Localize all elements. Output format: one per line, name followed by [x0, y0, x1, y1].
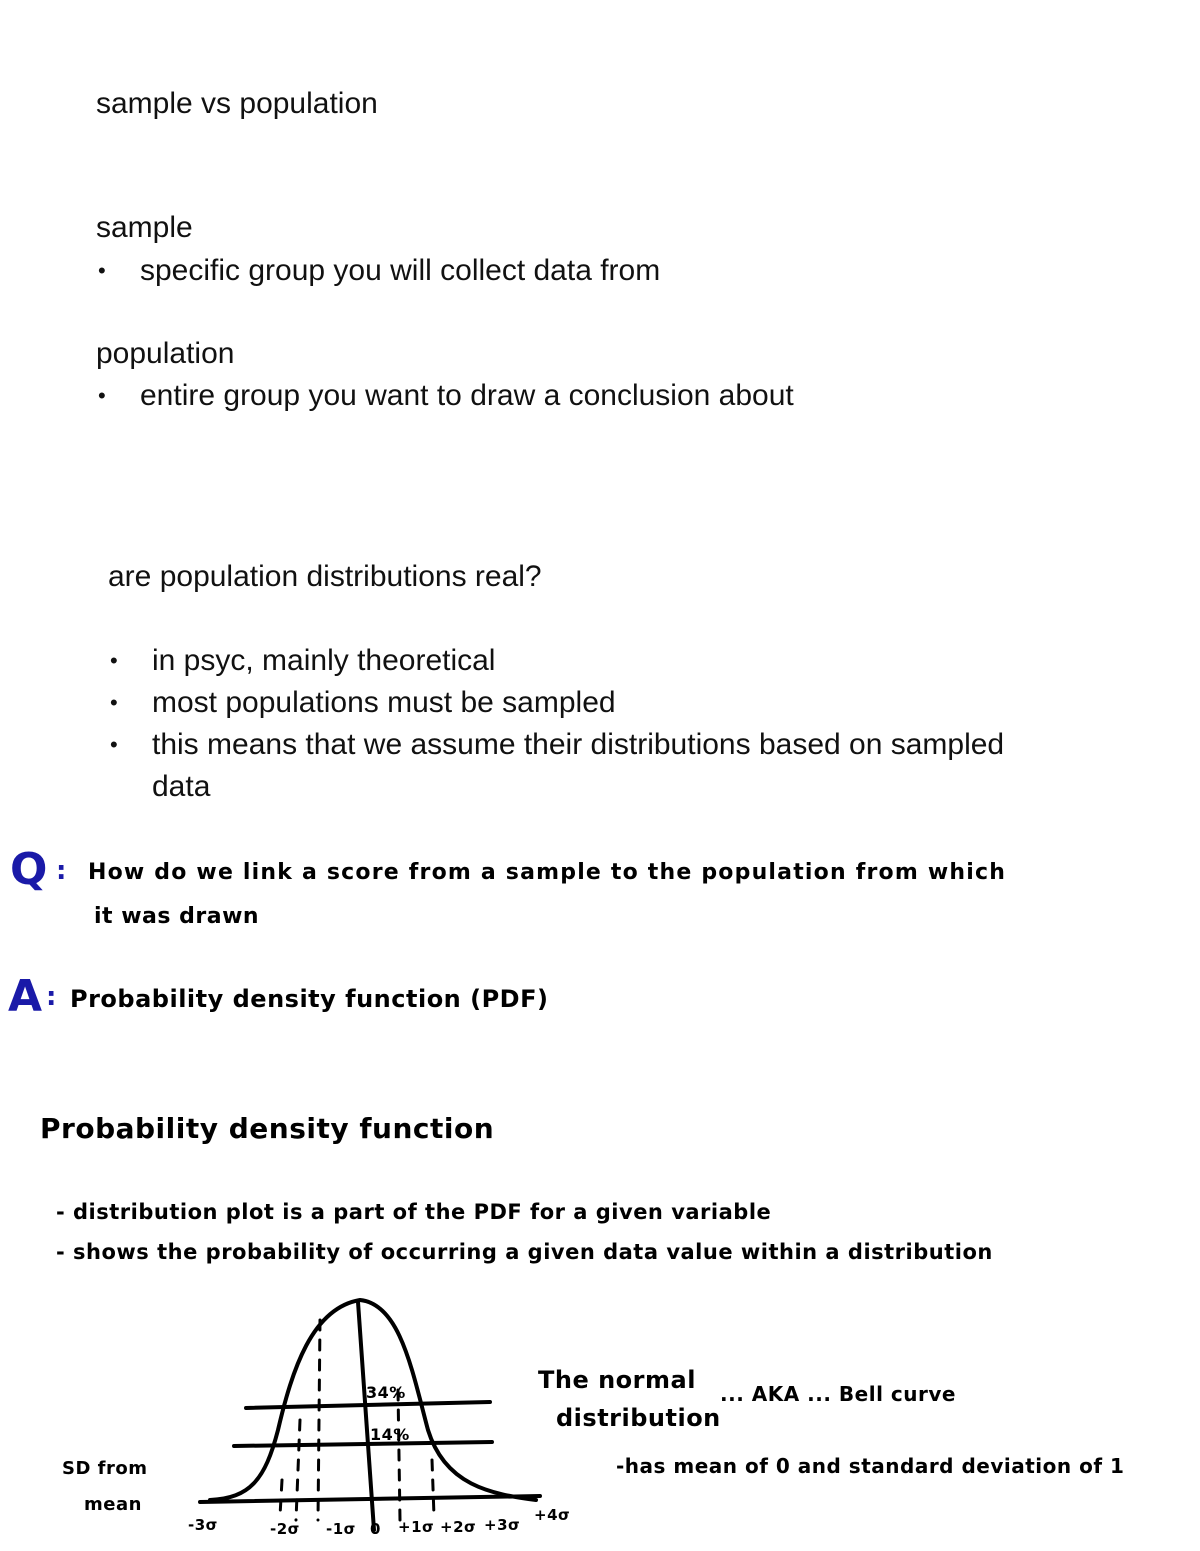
sd-line-minus1: [318, 1320, 320, 1520]
list-item: [96, 375, 794, 417]
sd-line-plus1: [398, 1390, 400, 1520]
question-bullets: [108, 640, 1004, 808]
axis-tick-minus3: -3σ: [188, 1516, 218, 1534]
sample-bullets: [96, 250, 660, 292]
axis-tick-plus1: +1σ: [398, 1518, 435, 1536]
q-letter: Q: [10, 844, 48, 895]
pdf-bullet-1: - distribution plot is a part of the PDF for a given variable: [56, 1200, 772, 1224]
normal-dist-title-2: distribution: [556, 1404, 721, 1432]
axis-tick-plus3: +3σ: [484, 1516, 521, 1534]
sd-line-minus2: [296, 1420, 300, 1520]
mean-line: [358, 1302, 374, 1530]
bullet-glyph: •: [98, 258, 106, 283]
list-item: [108, 640, 1004, 682]
bullet-text: in psyc, mainly theoretical: [152, 644, 496, 677]
bullet-glyph: •: [110, 648, 118, 673]
pdf-heading: Probability density function: [40, 1112, 495, 1145]
label-34-percent: 34%: [366, 1383, 406, 1402]
bullet-text: entire group you want to draw a conclusion about: [140, 379, 794, 412]
bullet-text: data: [152, 770, 211, 803]
a-text: Probability density function (PDF): [70, 985, 549, 1013]
q-text-line1: How do we link a score from a sample to the population from which: [88, 860, 1007, 885]
bullet-glyph: •: [110, 732, 118, 757]
page-heading: sample vs population: [96, 87, 378, 120]
sd-line-minus3: [280, 1480, 282, 1516]
bullet-text: specific group you will collect data from: [140, 254, 661, 287]
bullet-text: this means that we assume their distributions based on sampled: [152, 728, 1005, 761]
bullet-text: most populations must be sampled: [152, 686, 616, 719]
question-heading: are population distributions real?: [108, 560, 542, 593]
bullet-glyph: •: [110, 690, 118, 715]
q-colon: :: [56, 856, 67, 886]
population-term: population: [96, 337, 235, 370]
list-item: [108, 682, 1004, 724]
axis-tick-zero: 0: [370, 1520, 381, 1538]
axis-tick-plus2: +2σ: [440, 1518, 477, 1536]
list-item: [108, 724, 1004, 766]
q-text-line2: it was drawn: [94, 904, 260, 929]
aka-bell-curve: ... AKA ... Bell curve: [720, 1382, 956, 1406]
sample-term: sample: [96, 211, 193, 244]
population-bullets: [96, 375, 794, 417]
axis-tick-minus2: -2σ: [270, 1520, 300, 1538]
mean-sd-note: -has mean of 0 and standard deviation of 1: [616, 1454, 1125, 1478]
bullet-glyph: •: [98, 383, 106, 408]
sd-axis-label-2: mean: [84, 1494, 142, 1515]
list-item: [96, 250, 660, 292]
a-letter: A: [8, 971, 43, 1022]
axis-tick-minus1: -1σ: [326, 1520, 356, 1538]
label-14-percent: 14%: [370, 1425, 410, 1444]
list-item-continuation: [108, 766, 1004, 808]
pdf-bullet-2: - shows the probability of occurring a given data value within a distribution: [56, 1240, 993, 1264]
sd-axis-label-1: SD from: [62, 1458, 148, 1479]
sd-line-plus2: [432, 1460, 434, 1516]
axis-tick-plus4: +4σ: [534, 1506, 571, 1524]
normal-dist-title-1: The normal: [538, 1366, 696, 1394]
a-colon: :: [46, 982, 57, 1012]
